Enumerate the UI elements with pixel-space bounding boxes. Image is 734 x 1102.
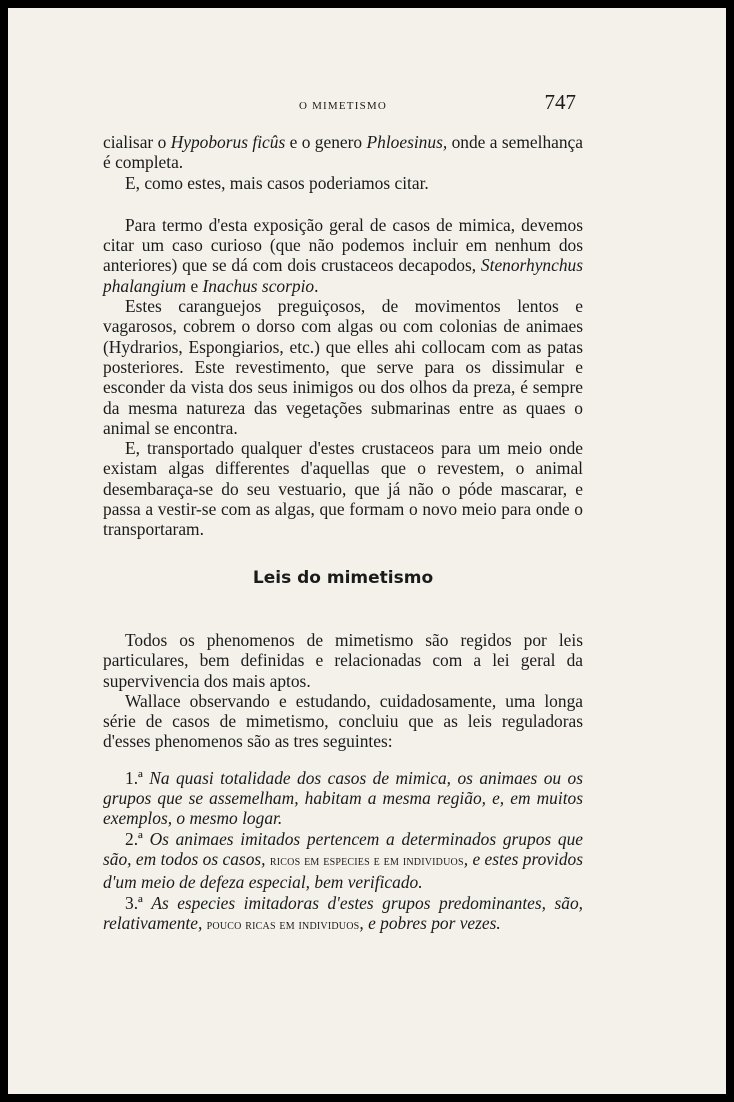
running-title: O MIMETISMO bbox=[298, 100, 388, 112]
text-run: cialisar o bbox=[103, 132, 171, 152]
text-run: Para termo d'esta exposição geral de casos de mimica, devemos citar um caso curioso (que não podemos incluir em nenhum dos anteriores) que se dá com dois crustaceos decapodos, bbox=[103, 214, 583, 276]
book-page bbox=[8, 8, 726, 1094]
law-text: Na quasi totalidade dos casos de mimica, os animaes ou os grupos que se assemelham, habitam a mesma região, e, em muitos exemplos, o mesmo logar. bbox=[103, 767, 583, 829]
paragraph: Todos os phenomenos de mimetismo são regidos por leis particulares, bem definidas e relacionadas com a lei geral da supervivencia dos mais aptos. bbox=[103, 629, 583, 691]
species-name: Stenorhynchus phalangium bbox=[103, 255, 583, 296]
body-text bbox=[103, 132, 583, 936]
running-header bbox=[103, 96, 583, 114]
paragraph: Estes caranguejos preguiçosos, de movimentos lentos e vagarosos, cobrem o dorso com algas ou com colonias de animaes (Hydrarios, Espongiarios, etc.) que elles ahi collocam com as patas posteriores. Este revestimento, que serve para os dissimular e esconder da vista dos seus inimigos ou dos olhos da preza, é sempre da mesma natureza das vegetações submarinas entre as quaes o animal se encontra. bbox=[103, 296, 583, 438]
genus-name: Hypoborus ficûs bbox=[170, 132, 286, 152]
paragraph: Wallace observando e estudando, cuidadosamente, uma longa série de casos de mimetismo, concluiu que as leis reguladoras d'esses phenomenos são as tres seguintes: bbox=[103, 690, 583, 752]
law-text: As especies imitadoras d'estes grupos predominantes, são, relativamente, bbox=[103, 892, 583, 933]
law-item bbox=[103, 768, 583, 829]
text-run: . bbox=[314, 275, 319, 296]
law-small-caps: pouco ricas em individuos bbox=[206, 917, 360, 933]
species-name: Inachus scorpio bbox=[202, 275, 315, 296]
law-text: , e estes providos d'um meio de defeza especial, bem verificado. bbox=[103, 848, 583, 893]
paragraph bbox=[103, 132, 583, 173]
law-small-caps: ricos em especies e em individuos bbox=[269, 853, 464, 869]
law-item bbox=[103, 893, 583, 937]
law-item bbox=[103, 829, 583, 893]
text-run: e o genero bbox=[285, 132, 367, 152]
paragraph: E, como estes, mais casos poderiamos citar. bbox=[125, 172, 429, 193]
section-heading: Leis do mimetismo bbox=[252, 567, 434, 588]
law-text: Os animaes imitados pertencem a determinados grupos que são, em todos os casos, bbox=[103, 828, 583, 869]
genus-name: Phloesinus, bbox=[366, 132, 448, 152]
law-text: , e pobres por vezes. bbox=[359, 912, 501, 933]
text-run: onde a semelhança é completa. bbox=[103, 132, 583, 173]
page-number: 747 bbox=[544, 90, 576, 114]
paragraph bbox=[103, 215, 583, 296]
text-run: e bbox=[186, 275, 203, 296]
law-number: 2.ª bbox=[125, 828, 143, 849]
law-number: 1.ª bbox=[125, 767, 143, 788]
paragraph: E, transportado qualquer d'estes crustaceos para um meio onde existam algas differentes d'aquellas que o revestem, o animal desembaraça-se do seu vestuario, que já não o póde mascarar, e passa a vestir-se com as algas, que formam o novo meio para onde o transportaram. bbox=[103, 438, 583, 540]
law-number: 3.ª bbox=[125, 892, 143, 913]
